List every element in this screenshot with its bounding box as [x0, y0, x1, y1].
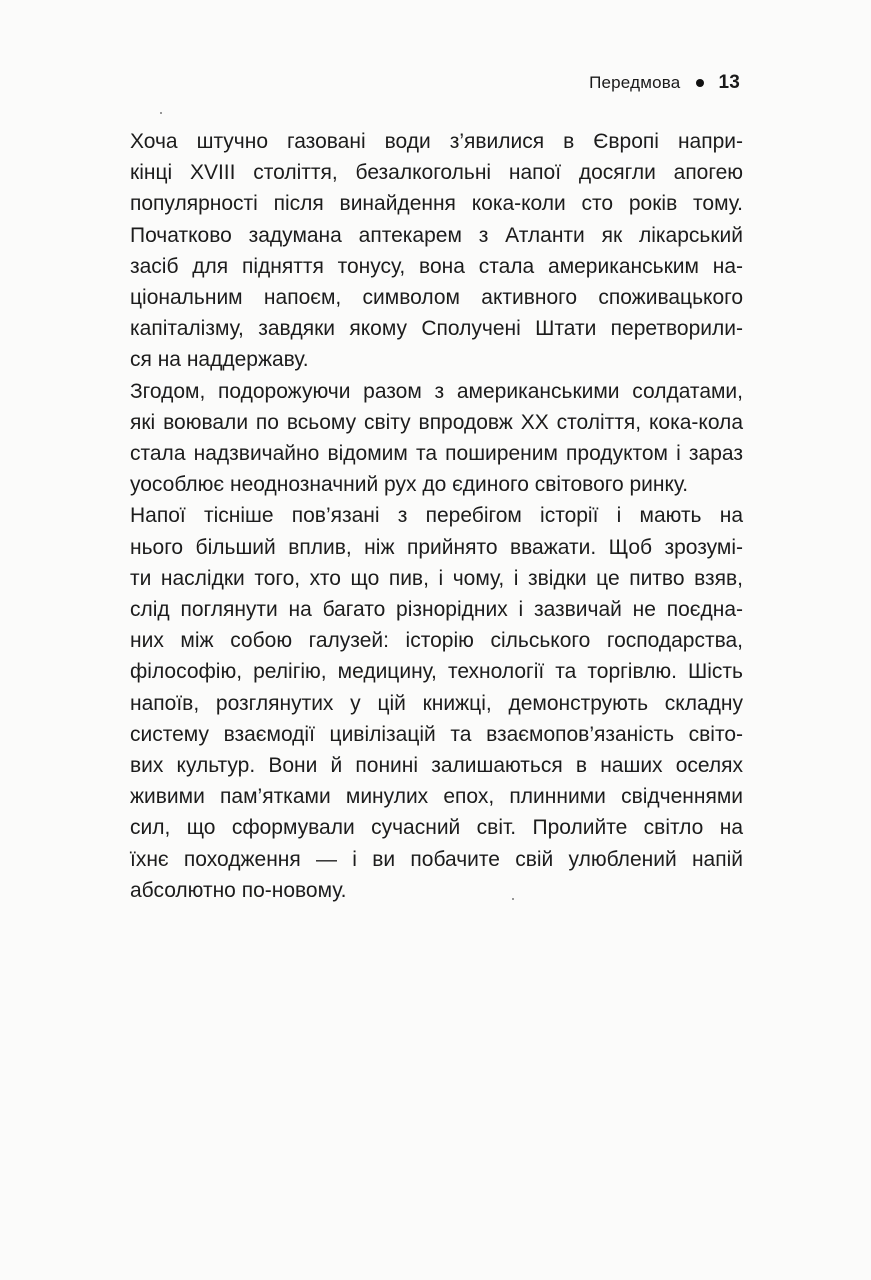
bullet-separator-icon — [696, 79, 704, 87]
paragraph-1 — [103, 126, 743, 376]
text-line: популярності після винайдення кока-коли сто років тому. — [130, 192, 743, 216]
text-line: нього більший вплив, ніж прийнято вважати. Щоб зрозумі- — [130, 535, 743, 559]
text-line: абсолютно по-новому. — [130, 878, 347, 902]
text-line: капіталізму, завдяки якому Сполучені Штати перетворили- — [130, 317, 743, 341]
running-header — [589, 72, 740, 94]
text-line: напоїв, розглянутих у цій книжці, демонструють складну — [130, 691, 743, 715]
page-number: 13 — [718, 72, 740, 93]
text-line: засіб для підняття тонусу, вона стала американським на- — [130, 254, 743, 278]
paragraph-2 — [103, 376, 743, 501]
text-line: них між собою галузей: історію сільського господарства, — [130, 629, 743, 653]
text-line: Хоча штучно газовані води з’явилися в Європі напри- — [130, 130, 743, 153]
paragraph-3 — [103, 500, 743, 906]
text-line: Початково задумана аптекарем з Атланти як лікарський — [130, 223, 743, 247]
text-line: ся на наддержаву. — [130, 348, 309, 372]
scan-speck — [160, 112, 162, 114]
text-line: систему взаємодії цивілізацій та взаємопов’язаність світо- — [130, 722, 743, 746]
text-line: Згодом, подорожуючи разом з американськими солдатами, — [130, 379, 743, 403]
text-line: кінці XVIII століття, безалкогольні напої досягли апогею — [130, 161, 743, 185]
text-line: стала надзвичайно відомим та поширеним продуктом і зараз — [130, 442, 743, 466]
text-line: живими пам’ятками минулих епох, плинними свідченнями — [130, 785, 743, 809]
section-title: Передмова — [589, 73, 681, 92]
text-line: які воювали по всьому світу впродовж XX століття, кока-кола — [130, 410, 743, 434]
text-line: ти наслідки того, хто що пив, і чому, і звідки це питво взяв, — [130, 566, 743, 590]
text-line: уособлює неоднозначний рух до єдиного світового ринку. — [130, 473, 689, 497]
text-line: сил, що сформували сучасний світ. Пролийте світло на — [130, 816, 743, 840]
text-line: філософію, релігію, медицину, технології та торгівлю. Шість — [130, 660, 743, 684]
text-line: ціональним напоєм, символом активного споживацького — [130, 286, 743, 310]
text-line: вих культур. Вони й понині залишаються в наших оселях — [130, 754, 743, 778]
text-line: їхнє походження — і ви побачите свій улюблений напій — [130, 847, 743, 871]
text-line: Напої тісніше пов’язані з перебігом історії і мають на — [130, 504, 743, 528]
body-text — [103, 126, 743, 906]
text-line: слід поглянути на багато різнорідних і зазвичай не поєдна- — [130, 598, 743, 622]
